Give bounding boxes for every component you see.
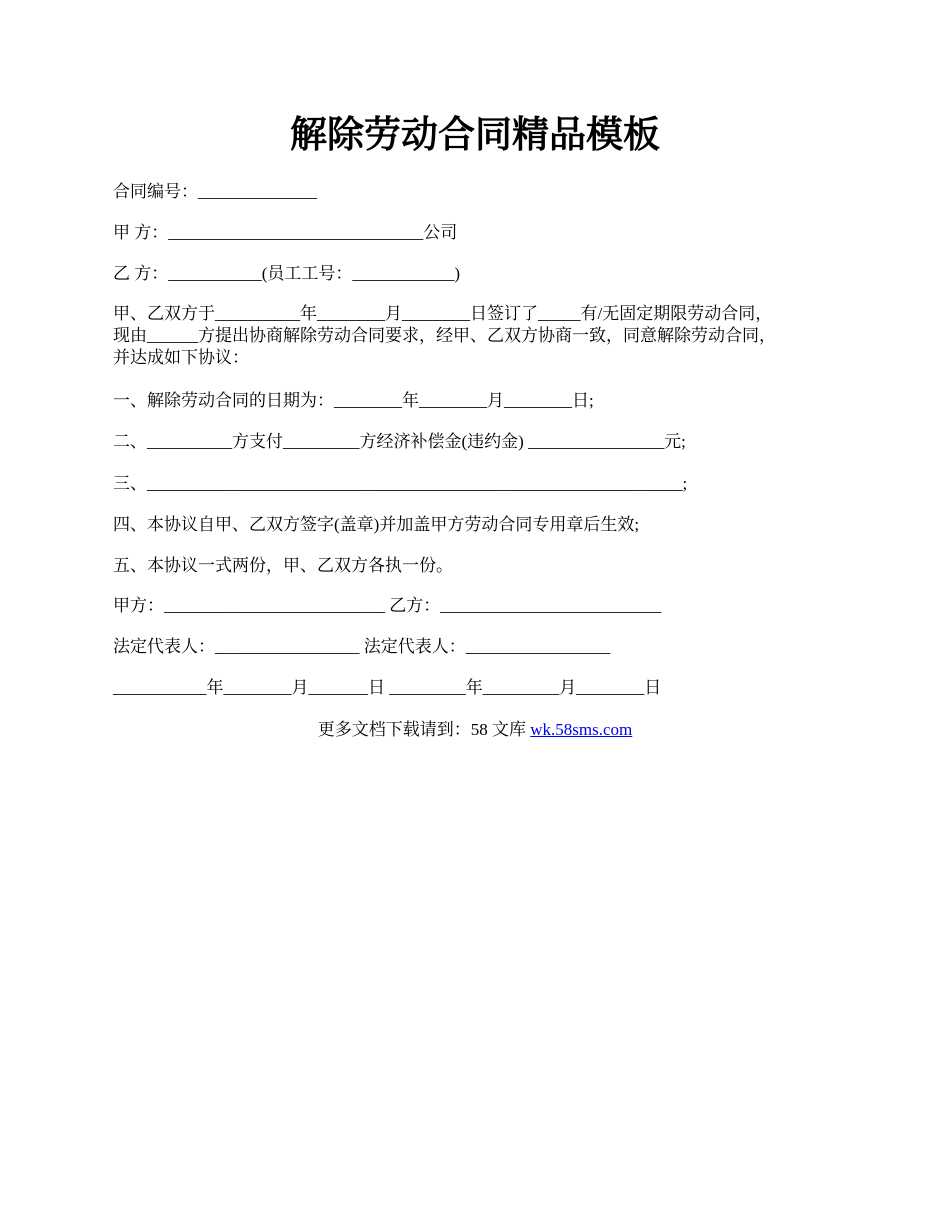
- document-title: 解除劳动合同精品模板: [290, 115, 660, 156]
- footer: [0, 718, 950, 742]
- clause-4: 四、本协议自甲、乙双方签字(盖章)并加盖甲方劳动合同专用章后生效;: [113, 515, 640, 534]
- party-a-line: 甲 方：______________________________公司: [113, 223, 458, 242]
- intro-line-2: 现由______方提出协商解除劳动合同要求，经甲、乙双方协商一致，同意解除劳动合同，: [113, 326, 776, 345]
- party-b-line: 乙 方：___________(员工工号：____________): [113, 264, 461, 283]
- footer-link[interactable]: wk.58sms.com: [530, 720, 633, 739]
- signature-parties-line: 甲方：__________________________ 乙方：__________________________: [113, 596, 662, 615]
- clause-5: 五、本协议一式两份，甲、乙双方各执一份。: [113, 556, 453, 575]
- intro-line-3: 并达成如下协议：: [113, 348, 249, 367]
- footer-text: 更多文档下载请到：58 文库: [317, 720, 531, 739]
- signature-representatives-line: 法定代表人：_________________ 法定代表人：_________________: [113, 637, 611, 656]
- clause-2: 二、__________方支付_________方经济补偿金(违约金) ________________元;: [113, 432, 686, 451]
- intro-paragraph: [113, 303, 843, 369]
- clause-1: 一、解除劳动合同的日期为：________年________月________日;: [113, 391, 594, 410]
- clause-3: 三、_______________________________________________________________;: [113, 474, 688, 493]
- contract-number-line: 合同编号：______________: [113, 182, 317, 201]
- signature-dates-line: ___________年________月_______日 _________年_________月________日: [113, 678, 662, 697]
- intro-line-1: 甲、乙双方于__________年________月________日签订了_____有/无固定期限劳动合同，: [113, 304, 773, 323]
